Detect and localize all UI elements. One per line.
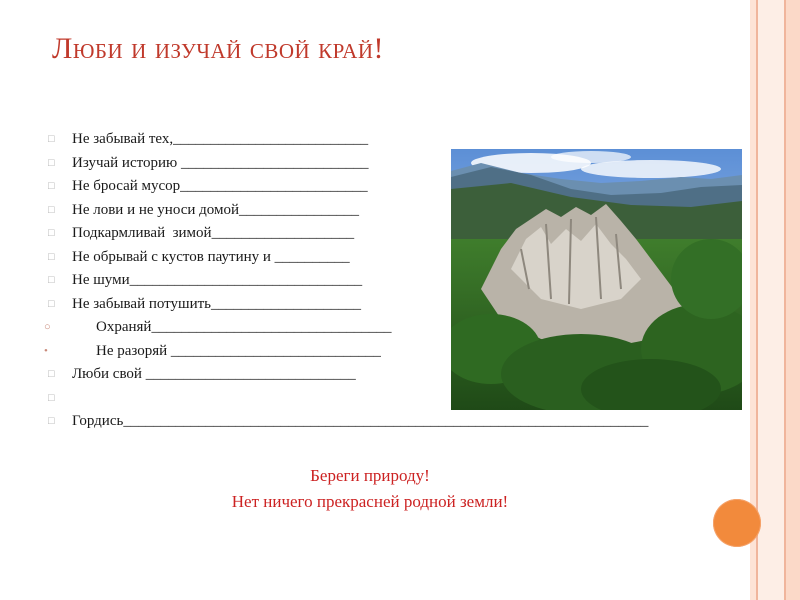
- list-item: □ Не бросай мусор_________________________: [48, 175, 728, 199]
- mountain-photo: [451, 149, 742, 410]
- bullet-icon: □: [48, 180, 55, 192]
- list-item: □ Не шуми_______________________________: [48, 269, 728, 293]
- circle-bullet-icon: ○: [44, 321, 51, 333]
- dot-bullet-icon: •: [44, 344, 48, 357]
- list-item: □ Изучай историю _________________________: [48, 152, 728, 176]
- list-item-sub: • Не разоряй ____________________________: [48, 340, 728, 364]
- slide-title: Люби и изучай свой край!: [52, 32, 384, 65]
- bullet-icon: □: [48, 415, 55, 427]
- list-item-sub: ○ Охраняй________________________________: [48, 316, 728, 340]
- bullet-icon: □: [48, 274, 55, 286]
- list-item: □ Гордись______________________________________________________________________: [48, 410, 728, 434]
- bullet-icon: □: [48, 368, 55, 380]
- list-item: □ Не забывай потушить____________________: [48, 293, 728, 317]
- bullet-icon: □: [48, 203, 55, 216]
- bullet-icon: □: [48, 133, 55, 145]
- bullet-icon: □: [48, 250, 55, 263]
- list-item: □ Не забывай тех,__________________________: [48, 128, 728, 152]
- list-item: □ Подкармливай зимой___________________: [48, 222, 728, 246]
- decorative-circle: [713, 499, 761, 547]
- bullet-icon: □: [48, 297, 55, 310]
- list-item: □ Не обрывай с кустов паутину и __________: [48, 246, 728, 270]
- bullet-icon: □: [48, 227, 55, 239]
- bullet-icon: □: [48, 156, 55, 169]
- bullet-icon: □: [48, 391, 55, 404]
- footer-line-2: Нет ничего прекрасней родной земли!: [231, 492, 509, 511]
- list-item: □ Люби свой ____________________________: [48, 363, 728, 387]
- list-item: □ Не лови и не уноси домой________________: [48, 199, 728, 223]
- footer-line-1: Береги природу!: [310, 466, 430, 485]
